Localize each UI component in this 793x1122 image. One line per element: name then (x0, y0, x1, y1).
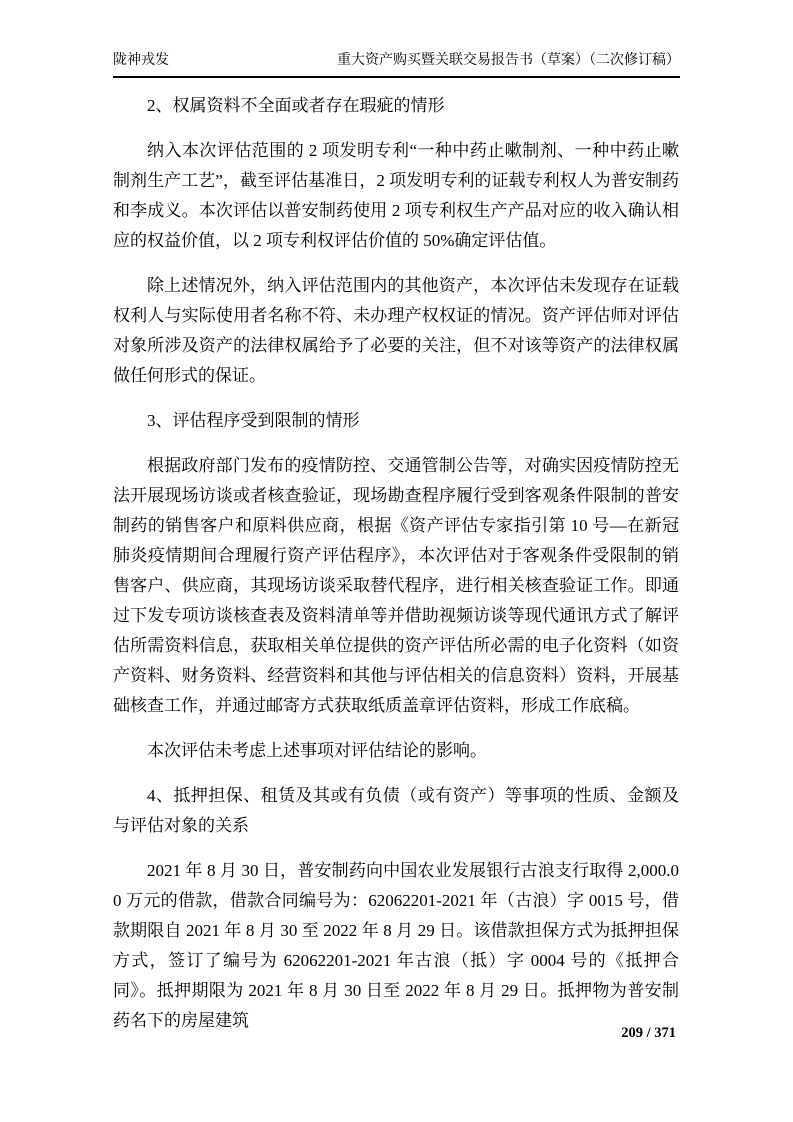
header-report-title: 重大资产购买暨关联交易报告书（草案）（二次修订稿） (337, 53, 680, 68)
body-paragraph: 纳入本次评估范围的 2 项发明专利“一种中药止嗽制剂、一种中药止嗽制剂生产工艺”，截至评估基准日，2 项发明专利的证载专利权人为普安制药和李成义。本次评估以普安制药使用 2 项专利权生产产品对应的收入确认相应的权益价值，以 2 项专利权评估价值的 50%确定评估值。 (113, 141, 679, 250)
header-company-name: 陇神戎发 (113, 53, 169, 68)
body-paragraph: 除上述情况外，纳入评估范围内的其他资产，本次评估未发现存在证载权利人与实际使用者名称不符、未办理产权权证的情况。资产评估师对评估对象所涉及资产的法律权属给予了必要的关注，但不对该等资产的法律权属做任何形式的保证。 (113, 276, 679, 385)
page-header (113, 52, 680, 78)
section-heading-4: 4、抵押担保、租赁及其或有负债（或有资产）等事项的性质、金额及与评估对象的关系 (113, 786, 679, 835)
section-heading-2: 2、权属资料不全面或者存在瑕疵的情形 (147, 96, 445, 115)
document-body (113, 91, 679, 1051)
body-paragraph: 根据政府部门发布的疫情防控、交通管制公告等，对确实因疫情防控无法开展现场访谈或者核查验证，现场勘查程序履行受到客观条件限制的普安制药的销售客户和原料供应商，根据《资产评估专家指引第 10 号—在新冠肺炎疫情期间合理履行资产评估程序》，本次评估对于客观条件受限制的销售客户、供应商，其现场访谈采取替代程序，进行相关核查验证工作。即通过下发专项访谈核查表及资料清单等并借助视频访谈等现代通讯方式了解评估所需资料信息，获取相关单位提供的资产评估所必需的电子化资料（如资产资料、财务资料、经营资料和其他与评估相关的信息资料）资料，开展基础核查工作，并通过邮寄方式获取纸质盖章评估资料，形成工作底稿。 (113, 456, 679, 715)
body-paragraph: 本次评估未考虑上述事项对评估结论的影响。 (147, 741, 487, 760)
body-paragraph: 2021 年 8 月 30 日，普安制药向中国农业发展银行古浪支行取得 2,000.00 万元的借款，借款合同编号为：62062201-2021 年（古浪）字 0015 号，借款期限自 2021 年 8 月 30 至 2022 年 8 月 29 日。该借款担保方式为抵押担保方式，签订了编号为 62062201-2021 年古浪（抵）字 0004 号的《抵押合同》。抵押期限为 2021 年 8 月 30 日至 2022 年 8 月 29 日。抵押物为普安制药名下的房屋建筑 (113, 861, 679, 1030)
section-heading-3: 3、评估程序受到限制的情形 (147, 411, 360, 430)
page-number: 209 / 371 (621, 1025, 676, 1041)
page-footer (621, 1024, 676, 1042)
